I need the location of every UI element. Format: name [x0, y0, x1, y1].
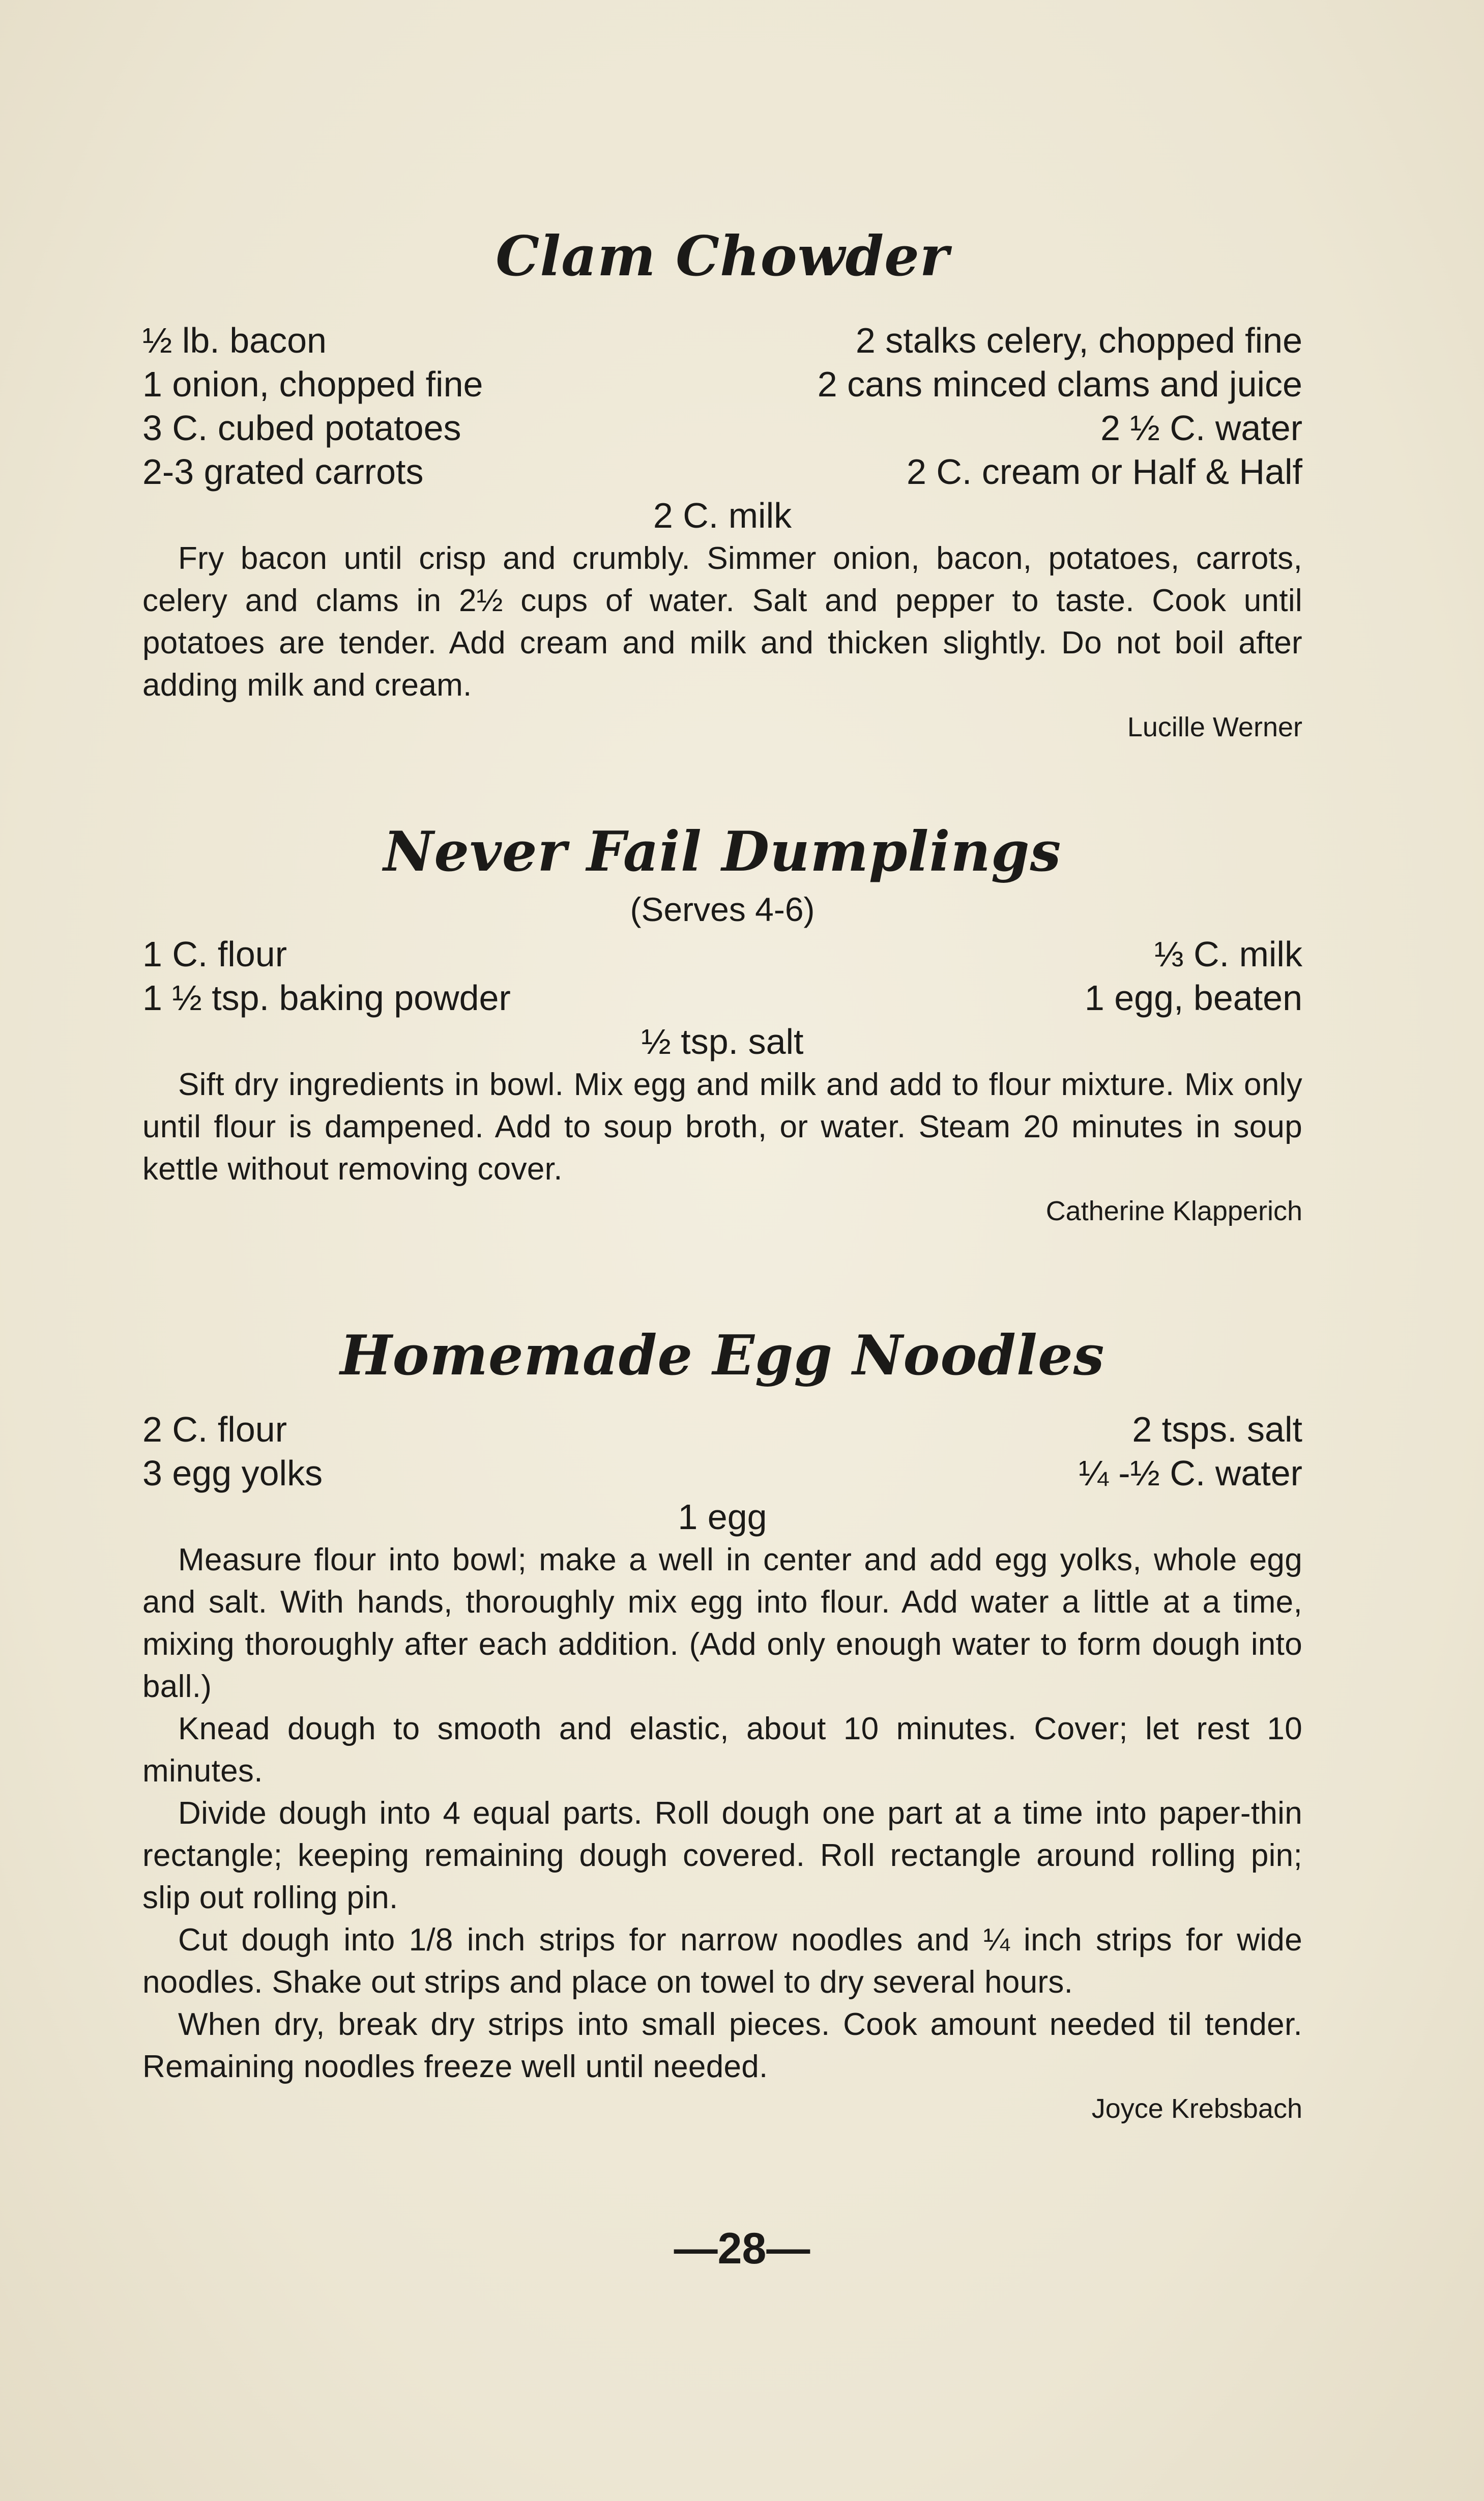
serves-note: (Serves 4-6)	[630, 890, 815, 928]
directions: Divide dough into 4 equal parts. Roll dough one part at a time into paper-thin rectangle; keeping remaining dough covered. Roll rectangle around rolling pin; slip out rolling pin.	[142, 1796, 1302, 1915]
ingredient: 2 stalks celery, chopped fine	[855, 321, 1302, 360]
ingredient: 1 egg, beaten	[1084, 978, 1302, 1018]
recipe-title: Homemade Egg Noodles	[340, 1324, 1105, 1388]
ingredient-center: ½ tsp. salt	[641, 1022, 804, 1061]
ingredient-center: 2 C. milk	[653, 496, 792, 535]
ingredient: 2-3 grated carrots	[142, 452, 424, 492]
ingredient-row	[142, 1451, 1302, 1495]
ingredient: 2 ½ C. water	[1100, 408, 1302, 448]
ingredient-row	[142, 362, 1302, 406]
ingredient-row	[142, 319, 1302, 362]
ingredient: ½ lb. bacon	[142, 321, 327, 360]
ingredient: 2 cans minced clams and juice	[817, 364, 1302, 404]
ingredient-row	[142, 1407, 1302, 1451]
recipe-author: Lucille Werner	[1127, 712, 1302, 742]
ingredient-center: 1 egg	[678, 1497, 767, 1537]
recipe-author: Catherine Klapperich	[1045, 1196, 1302, 1226]
ingredient-row	[142, 976, 1302, 1020]
ingredient: 1 C. flour	[142, 934, 287, 974]
ingredient-row	[142, 450, 1302, 494]
recipe-homemade-egg-noodles	[142, 1324, 1302, 2124]
ingredient: 1 onion, chopped fine	[142, 364, 483, 404]
recipe-title: Clam Chowder	[496, 224, 949, 289]
directions: Measure flour into bowl; make a well in center and add egg yolks, whole egg and salt. With hands, thoroughly mix egg into flour. Add water a little at a time, mixing thoroughly after each addition. (Add only enough water to form dough into ball.)	[142, 1542, 1302, 1704]
ingredient-row	[142, 406, 1302, 450]
ingredient-row	[142, 932, 1302, 976]
page-number: —28—	[674, 2224, 810, 2273]
directions: Knead dough to smooth and elastic, about 10 minutes. Cover; let rest 10 minutes.	[142, 1711, 1302, 1789]
ingredient: 1 ½ tsp. baking powder	[142, 978, 511, 1018]
recipe-clam-chowder	[142, 224, 1302, 742]
directions: Fry bacon until crisp and crumbly. Simmer onion, bacon, potatoes, carrots, celery and clams in 2½ cups of water. Salt and pepper to taste. Cook until potatoes are tender. Add cream and milk and thicken slightly. Do not boil after adding milk and cream.	[142, 541, 1302, 703]
ingredient: ¼ -½ C. water	[1079, 1453, 1302, 1493]
recipe-never-fail-dumplings	[142, 820, 1302, 1226]
directions: When dry, break dry strips into small pieces. Cook amount needed til tender. Remaining noodles freeze well until needed.	[142, 2007, 1302, 2084]
recipe-author: Joyce Krebsbach	[1091, 2093, 1302, 2124]
directions: Cut dough into 1/8 inch strips for narrow noodles and ¼ inch strips for wide noodles. Shake out strips and place on towel to dry several hours.	[142, 1922, 1302, 2000]
ingredient: 2 tsps. salt	[1132, 1410, 1302, 1449]
recipe-title: Never Fail Dumplings	[383, 820, 1062, 884]
ingredient: 3 egg yolks	[142, 1453, 323, 1493]
ingredient: 2 C. flour	[142, 1410, 287, 1449]
ingredient: 3 C. cubed potatoes	[142, 408, 461, 448]
directions: Sift dry ingredients in bowl. Mix egg and milk and add to flour mixture. Mix only until flour is dampened. Add to soup broth, or water. Steam 20 minutes in soup kettle without removing cover.	[142, 1067, 1302, 1187]
ingredient: ⅓ C. milk	[1154, 934, 1302, 974]
ingredient: 2 C. cream or Half & Half	[907, 452, 1302, 492]
